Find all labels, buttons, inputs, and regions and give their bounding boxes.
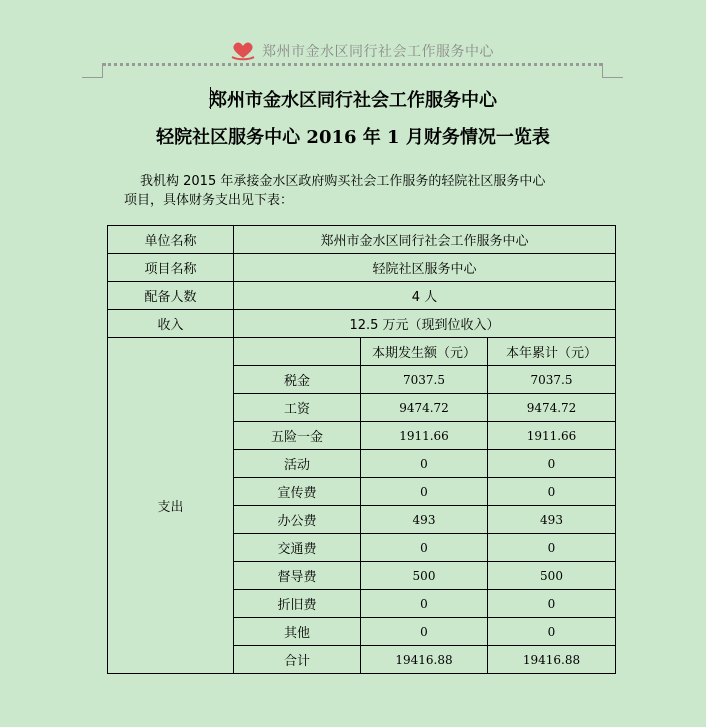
expense-current-amount[interactable]: 0	[361, 590, 488, 618]
intro-line-1: 我机构 2015 年承接金水区政府购买社会工作服务的轻院社区服务中心	[140, 174, 546, 189]
expense-cumulative-amount[interactable]: 1911.66	[488, 422, 616, 450]
expense-label[interactable]: 支出	[108, 338, 234, 674]
intro-paragraph[interactable]	[124, 172, 594, 210]
expense-item[interactable]: 活动	[234, 450, 361, 478]
expense-current-amount[interactable]: 1911.66	[361, 422, 488, 450]
page-header	[0, 0, 706, 80]
expense-current-amount[interactable]: 19416.88	[361, 646, 488, 674]
expense-item[interactable]: 交通费	[234, 534, 361, 562]
expense-header-row	[108, 338, 616, 366]
expense-cumulative-amount[interactable]: 0	[488, 534, 616, 562]
info-label[interactable]: 配备人数	[108, 282, 234, 310]
expense-cumulative-amount[interactable]: 9474.72	[488, 394, 616, 422]
expense-current-amount[interactable]: 0	[361, 478, 488, 506]
margin-corner-right	[602, 63, 623, 78]
expense-current-amount[interactable]: 493	[361, 506, 488, 534]
expense-current-amount[interactable]: 500	[361, 562, 488, 590]
info-value[interactable]: 郑州市金水区同行社会工作服务中心	[234, 226, 616, 254]
expense-item[interactable]: 折旧费	[234, 590, 361, 618]
organization-logo-icon	[229, 40, 257, 62]
finance-table[interactable]	[107, 225, 616, 674]
expense-cumulative-amount[interactable]: 0	[488, 450, 616, 478]
expense-current-amount[interactable]: 0	[361, 534, 488, 562]
info-value[interactable]: 4 人	[234, 282, 616, 310]
expense-item[interactable]: 其他	[234, 618, 361, 646]
header-divider	[103, 63, 602, 66]
expense-cumulative-amount[interactable]: 493	[488, 506, 616, 534]
expense-item[interactable]: 宣传费	[234, 478, 361, 506]
info-row	[108, 310, 616, 338]
info-value[interactable]: 轻院社区服务中心	[234, 254, 616, 282]
expense-cumulative-amount[interactable]: 500	[488, 562, 616, 590]
expense-item[interactable]: 督导费	[234, 562, 361, 590]
document-subtitle[interactable]: 轻院社区服务中心 2016 年 1 月财务情况一览表	[156, 127, 550, 148]
expense-item[interactable]: 合计	[234, 646, 361, 674]
info-value[interactable]: 12.5 万元（现到位收入）	[234, 310, 616, 338]
expense-current-amount[interactable]: 9474.72	[361, 394, 488, 422]
expense-item[interactable]: 办公费	[234, 506, 361, 534]
expense-cumulative-amount[interactable]: 19416.88	[488, 646, 616, 674]
expense-item[interactable]: 工资	[234, 394, 361, 422]
expense-current-amount[interactable]: 0	[361, 618, 488, 646]
info-row	[108, 226, 616, 254]
document-title[interactable]: 郑州市金水区同行社会工作服务中心	[209, 90, 497, 111]
finance-table-body	[108, 226, 616, 674]
expense-current-amount[interactable]: 0	[361, 450, 488, 478]
info-label[interactable]: 项目名称	[108, 254, 234, 282]
info-row	[108, 282, 616, 310]
expense-column-header[interactable]: 本期发生额（元）	[361, 338, 488, 366]
margin-corner-left	[82, 63, 103, 78]
expense-cumulative-amount[interactable]: 0	[488, 590, 616, 618]
expense-cumulative-amount[interactable]: 7037.5	[488, 366, 616, 394]
expense-cumulative-amount[interactable]: 0	[488, 618, 616, 646]
expense-item[interactable]: 五险一金	[234, 422, 361, 450]
header-org-name: 郑州市金水区同行社会工作服务中心	[262, 44, 494, 60]
info-label[interactable]: 单位名称	[108, 226, 234, 254]
expense-column-header[interactable]: 本年累计（元）	[488, 338, 616, 366]
expense-header-blank[interactable]	[234, 338, 361, 366]
intro-line-2: 项目，具体财务支出见下表：	[124, 193, 294, 208]
info-row	[108, 254, 616, 282]
expense-current-amount[interactable]: 7037.5	[361, 366, 488, 394]
expense-item[interactable]: 税金	[234, 366, 361, 394]
expense-cumulative-amount[interactable]: 0	[488, 478, 616, 506]
info-label[interactable]: 收入	[108, 310, 234, 338]
